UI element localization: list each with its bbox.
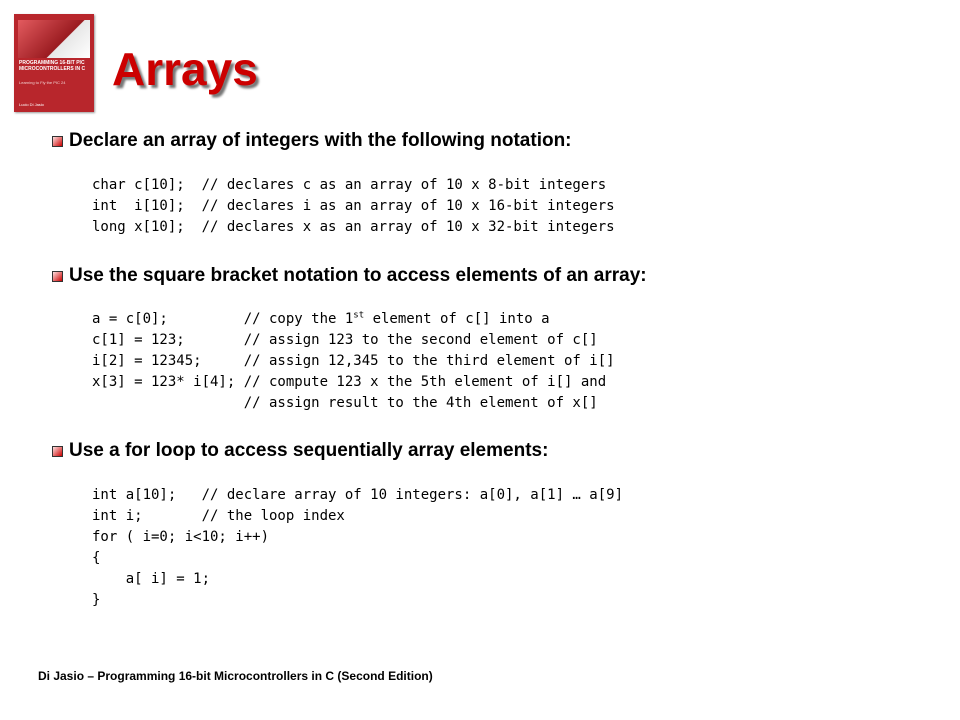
code-line: int i[10]; // declares i as an array of 10 x 16-bit integers bbox=[92, 198, 615, 214]
bullet-declare-array bbox=[52, 130, 572, 152]
code-line: } bbox=[92, 592, 101, 608]
bullet-square-bracket bbox=[52, 265, 647, 287]
cover-graphic bbox=[18, 20, 90, 58]
cover-author: Lucio Di Jasio bbox=[19, 102, 44, 107]
code-line: for ( i=0; i<10; i++) bbox=[92, 529, 270, 545]
bullet-text: Use a for loop to access sequentially array elements: bbox=[69, 440, 549, 461]
code-line: long x[10]; // declares x as an array of 10 x 32-bit integers bbox=[92, 219, 615, 235]
bullet-square-icon bbox=[52, 446, 63, 457]
code-line: int a[10]; // declare array of 10 integers: a[0], a[1] … a[9] bbox=[92, 487, 624, 503]
footer-citation: Di Jasio – Programming 16-bit Microcontrollers in C (Second Edition) bbox=[38, 669, 433, 683]
cover-title-line-1: PROGRAMMING 16-BIT PIC bbox=[19, 60, 85, 66]
code-line: x[3] = 123* i[4]; // compute 123 x the 5th element of i[] and bbox=[92, 374, 607, 390]
code-line: a[ i] = 1; bbox=[92, 571, 211, 587]
bullet-square-icon bbox=[52, 136, 63, 147]
code-line-suffix: element of c[] into a bbox=[364, 311, 550, 327]
code-line: // assign result to the 4th element of x[] bbox=[92, 395, 598, 411]
code-block-loop bbox=[92, 485, 623, 611]
book-cover-image bbox=[14, 14, 94, 112]
code-line: c[1] = 123; // assign 123 to the second element of c[] bbox=[92, 332, 598, 348]
code-line: i[2] = 12345; // assign 12,345 to the third element of i[] bbox=[92, 353, 615, 369]
bullet-square-icon bbox=[52, 271, 63, 282]
slide-title: Arrays bbox=[112, 43, 258, 95]
code-line: int i; // the loop index bbox=[92, 508, 345, 524]
cover-title-line-2: MICROCONTROLLERS IN C bbox=[19, 66, 86, 72]
bullet-for-loop bbox=[52, 440, 548, 462]
cover-title bbox=[19, 60, 91, 72]
code-block-declare bbox=[92, 175, 615, 238]
superscript: st bbox=[353, 310, 365, 321]
code-block-access bbox=[92, 309, 615, 414]
code-line-text: a = c[0]; // copy the 1 bbox=[92, 311, 354, 327]
code-line bbox=[92, 311, 550, 327]
code-line: { bbox=[92, 550, 101, 566]
cover-subtitle: Learning to Fly the PIC 24 bbox=[19, 80, 66, 85]
code-line: char c[10]; // declares c as an array of 10 x 8-bit integers bbox=[92, 177, 607, 193]
bullet-text: Use the square bracket notation to access elements of an array: bbox=[69, 265, 647, 286]
bullet-text: Declare an array of integers with the following notation: bbox=[69, 130, 572, 151]
